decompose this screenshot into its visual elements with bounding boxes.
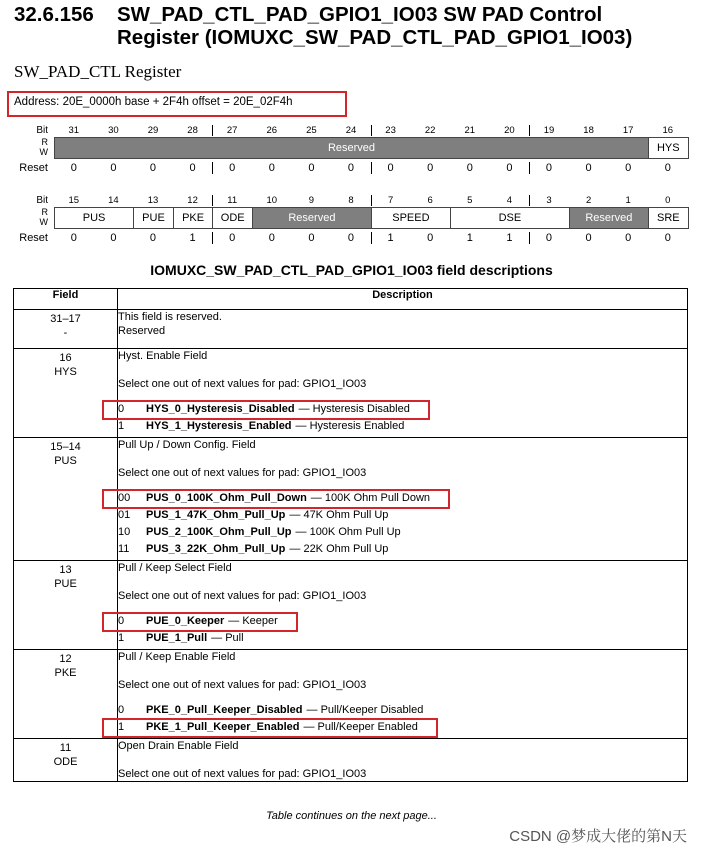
option-name: PUE_1_Pull [146, 632, 208, 644]
lower-reset-6: 0 [427, 232, 434, 244]
upper-reset-19: 0 [545, 162, 553, 174]
row-label-w: W [39, 217, 48, 227]
header-field: Field [14, 289, 118, 310]
upper-reset-17: 0 [625, 162, 632, 174]
lower-reset-tick [529, 232, 530, 244]
option-text: — 100K Ohm Pull Down [310, 492, 431, 504]
description-cell [118, 739, 688, 782]
row-label-reset: Reset [19, 232, 48, 244]
option-line [118, 702, 687, 719]
field-name: ODE [53, 756, 78, 768]
option-text: — 100K Ohm Pull Up [295, 526, 401, 538]
upper-reset-20: 0 [506, 162, 513, 174]
row-label-r: R [41, 137, 48, 147]
upper-bit-18: 18 [583, 125, 594, 136]
row-label-bit: Bit [36, 125, 48, 136]
option-text: — Hysteresis Disabled [298, 403, 410, 415]
description-title: Pull / Keep Enable Field [118, 651, 236, 663]
field-descriptions-title: IOMUXC_SW_PAD_CTL_PAD_GPIO1_IO03 field descriptions [150, 262, 553, 278]
description-spacer [118, 363, 687, 377]
description-cell [118, 349, 688, 438]
upper-nibble-tick [212, 125, 213, 136]
option-name: PUE_0_Keeper [146, 615, 225, 627]
upper-reset-18: 0 [585, 162, 592, 174]
option-highlight-box [102, 718, 438, 738]
description-select: Select one out of next values for pad: GPIO1_IO03 [118, 590, 367, 602]
upper-reset-23: 0 [387, 162, 394, 174]
upper-reset-21: 0 [466, 162, 473, 174]
lower-field-ode: ODE [212, 207, 253, 229]
field-name: PUS [54, 455, 77, 467]
lower-bit-6: 6 [427, 195, 433, 206]
field-name: - [63, 327, 68, 339]
upper-nibble-tick [529, 125, 530, 136]
description-select: Select one out of next values for pad: GPIO1_IO03 [118, 679, 367, 691]
option-name: PKE_0_Pull_Keeper_Disabled [146, 704, 303, 716]
option-text: — 22K Ohm Pull Up [289, 543, 389, 555]
option-value: 0 [118, 615, 125, 627]
description-select: Select one out of next values for pad: GPIO1_IO03 [118, 378, 367, 390]
lower-reset-13: 0 [149, 232, 157, 244]
lower-bit-13: 13 [147, 195, 159, 206]
upper-bit-22: 22 [424, 125, 436, 136]
header-description: Description [118, 289, 688, 310]
row-label-bit: Bit [36, 195, 48, 206]
upper-reset-29: 0 [149, 162, 157, 174]
field-descriptions-table [13, 288, 688, 782]
upper-bit-19: 19 [543, 125, 555, 136]
watermark: CSDN @梦成大佬的第N天 [509, 828, 687, 845]
option-line [118, 418, 687, 435]
description-cell [118, 561, 688, 650]
option-text: — 47K Ohm Pull Up [289, 509, 389, 521]
lower-reset-12: 1 [189, 232, 196, 244]
option-text: — Keeper [228, 615, 278, 627]
option-value: 1 [118, 420, 125, 432]
upper-bit-26: 26 [266, 125, 278, 136]
upper-bit-28: 28 [187, 125, 198, 136]
lower-bit-9: 9 [308, 195, 315, 206]
table-continues-note: Table continues on the next page... [266, 810, 437, 822]
heading-line2: Register (IOMUXC_SW_PAD_CTL_PAD_GPIO1_IO03) [117, 26, 633, 49]
upper-field-hys: HYS [648, 137, 689, 159]
option-value: 11 [118, 543, 130, 555]
description-title: Pull Up / Down Config. Field [118, 439, 256, 451]
lower-bit-8: 8 [348, 195, 354, 206]
description-spacer [118, 692, 687, 702]
register-address: Address: 20E_0000h base + 2F4h offset = 20E_02F4h [14, 96, 293, 108]
lower-reset-4: 1 [506, 232, 513, 244]
option-name: PUS_0_100K_Ohm_Pull_Down [146, 492, 307, 504]
field-name: HYS [54, 366, 77, 378]
upper-field-reserved: Reserved [54, 137, 649, 159]
table-row [14, 310, 688, 349]
lower-reset-0: 0 [664, 232, 671, 244]
option-value: 1 [118, 632, 125, 644]
row-label-w: W [39, 147, 48, 157]
description-spacer [118, 664, 687, 678]
lower-bit-15: 15 [68, 195, 80, 206]
lower-reset-tick [212, 232, 213, 244]
description-select: Select one out of next values for pad: GPIO1_IO03 [118, 768, 367, 780]
upper-reset-16: 0 [664, 162, 671, 174]
option-name: PUS_3_22K_Ohm_Pull_Up [146, 543, 286, 555]
description-cell [118, 310, 688, 349]
option-highlight-box [102, 400, 430, 420]
upper-bit-17: 17 [622, 125, 634, 136]
lower-reset-1: 0 [625, 232, 632, 244]
option-value: 0 [118, 704, 125, 716]
lower-field-reserved: Reserved [569, 207, 649, 229]
heading-line1: SW_PAD_CTL_PAD_GPIO1_IO03 SW PAD Control [117, 3, 603, 26]
lower-field-sre: SRE [648, 207, 689, 229]
upper-reset-25: 0 [308, 162, 315, 174]
field-cell [14, 349, 118, 438]
upper-bit-30: 30 [108, 125, 119, 136]
lower-reset-14: 0 [110, 232, 117, 244]
option-text: — Pull/Keeper Disabled [306, 704, 424, 716]
option-highlight-box [102, 489, 450, 509]
upper-bit-20: 20 [504, 125, 515, 136]
description-title: Open Drain Enable Field [118, 740, 239, 752]
upper-reset-tick [371, 162, 372, 174]
field-name: PUE [54, 578, 77, 590]
upper-reset-tick [529, 162, 530, 174]
field-bits: 12 [59, 653, 72, 665]
lower-bit-1: 1 [625, 195, 631, 206]
option-text: — Pull/Keeper Enabled [303, 721, 418, 733]
lower-bit-5: 5 [467, 195, 473, 206]
lower-nibble-tick [529, 195, 530, 206]
field-cell [14, 739, 118, 782]
table-row [14, 349, 688, 438]
option-name: PKE_1_Pull_Keeper_Enabled [146, 721, 300, 733]
row-label-reset: Reset [19, 162, 48, 174]
lower-reset-10: 0 [268, 232, 275, 244]
lower-bit-2: 2 [585, 195, 592, 206]
field-bits: 11 [59, 742, 72, 754]
table-row [14, 561, 688, 650]
lower-field-pke: PKE [173, 207, 214, 229]
lower-nibble-tick [371, 195, 372, 206]
option-name: HYS_0_Hysteresis_Disabled [146, 403, 295, 415]
option-text: — Pull [211, 632, 244, 644]
upper-reset-30: 0 [110, 162, 117, 174]
upper-bit-27: 27 [226, 125, 238, 136]
lower-bit-4: 4 [506, 195, 513, 206]
option-line [118, 630, 687, 647]
option-line [118, 541, 687, 558]
upper-reset-31: 0 [70, 162, 77, 174]
description-detail: Reserved [118, 325, 166, 337]
option-line [118, 524, 687, 541]
upper-reset-22: 0 [427, 162, 434, 174]
lower-nibble-tick [212, 195, 213, 206]
lower-reset-2: 0 [585, 232, 592, 244]
description-select: Select one out of next values for pad: GPIO1_IO03 [118, 467, 367, 479]
upper-bit-16: 16 [662, 125, 674, 136]
register-subtitle: SW_PAD_CTL Register [14, 62, 182, 81]
upper-bit-21: 21 [464, 125, 476, 136]
option-name: PUS_1_47K_Ohm_Pull_Up [146, 509, 286, 521]
field-cell [14, 561, 118, 650]
upper-reset-27: 0 [229, 162, 236, 174]
lower-reset-tick [371, 232, 372, 244]
upper-bit-23: 23 [385, 125, 396, 136]
field-name: PKE [54, 667, 77, 679]
description-title: Hyst. Enable Field [118, 350, 208, 362]
lower-bit-11: 11 [227, 195, 238, 206]
option-value: 01 [118, 509, 131, 521]
description-spacer [118, 575, 687, 589]
lower-reset-15: 0 [70, 232, 77, 244]
field-bits: 31–17 [50, 313, 81, 325]
upper-reset-tick [212, 162, 213, 174]
lower-reset-5: 1 [466, 232, 473, 244]
lower-field-speed: SPEED [371, 207, 451, 229]
section-number: 32.6.156 [14, 3, 94, 26]
lower-bit-12: 12 [187, 195, 198, 206]
lower-bit-3: 3 [546, 195, 552, 206]
lower-reset-9: 0 [308, 232, 315, 244]
field-cell [14, 310, 118, 349]
field-bits: 15–14 [50, 441, 81, 453]
section-heading [14, 3, 632, 49]
lower-reset-8: 0 [347, 232, 355, 244]
lower-bit-0: 0 [665, 195, 671, 206]
option-name: HYS_1_Hysteresis_Enabled [146, 420, 292, 432]
lower-field-dse: DSE [450, 207, 570, 229]
option-value: 10 [118, 526, 131, 538]
field-bits: 13 [59, 564, 72, 576]
description-spacer [118, 452, 687, 466]
lower-bit-14: 14 [108, 195, 119, 206]
lower-reset-3: 0 [545, 232, 553, 244]
lower-field-reserved: Reserved [252, 207, 372, 229]
upper-bit-24: 24 [345, 125, 357, 136]
description-title: Pull / Keep Select Field [118, 562, 232, 574]
option-value: 0 [118, 403, 125, 415]
option-text: — Hysteresis Enabled [295, 420, 405, 432]
upper-bit-31: 31 [68, 125, 80, 136]
upper-reset-26: 0 [268, 162, 275, 174]
upper-reset-28: 0 [189, 162, 196, 174]
option-value: 1 [118, 721, 125, 733]
lower-reset-11: 0 [229, 232, 236, 244]
option-line [118, 507, 687, 524]
description-spacer [118, 753, 687, 767]
option-highlight-box [102, 612, 298, 632]
description-spacer [118, 338, 687, 348]
lower-bit-10: 10 [266, 195, 278, 206]
field-bits: 16 [59, 352, 72, 364]
option-value: 00 [118, 492, 131, 504]
lower-reset-7: 1 [387, 232, 394, 244]
lower-field-pue: PUE [133, 207, 174, 229]
description-title: This field is reserved. [118, 311, 222, 323]
lower-bit-7: 7 [387, 195, 394, 206]
upper-bit-29: 29 [147, 125, 159, 136]
table-row [14, 739, 688, 782]
row-label-r: R [41, 207, 48, 217]
upper-reset-24: 0 [347, 162, 355, 174]
upper-nibble-tick [371, 125, 372, 136]
upper-bit-25: 25 [306, 125, 317, 136]
option-name: PUS_2_100K_Ohm_Pull_Up [146, 526, 292, 538]
lower-field-pus: PUS [54, 207, 134, 229]
